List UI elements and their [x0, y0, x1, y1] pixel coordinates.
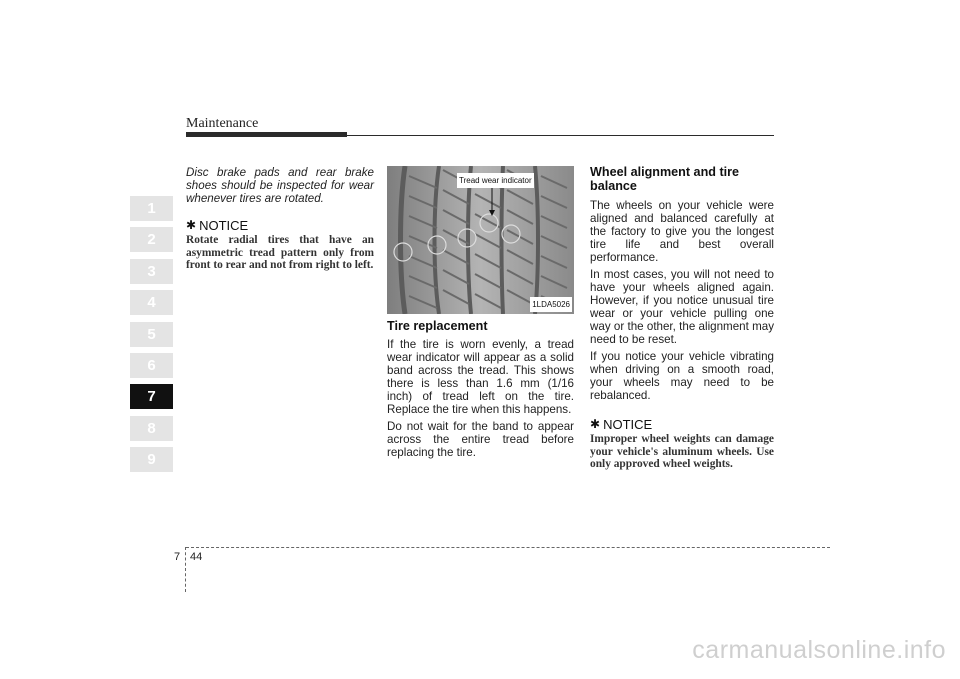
wheel-alignment-paragraph-2: In most cases, you will not need to have your wheels aligned again. However, if you notice unusual tire wear or your vehicle pulling one way or the other, the alignment may need to be reset. — [590, 268, 774, 346]
tire-tread-figure — [387, 166, 574, 314]
tire-replacement-heading: Tire replacement — [387, 319, 488, 333]
tire-replacement-paragraph-1: If the tire is worn evenly, a tread wear indicator will appear as a solid band across the tread. This shows there is less than 1.6 mm (1/16 inch) of tread left on the tire. Replace the tire when this happens. — [387, 337, 574, 416]
notice-wheel-weights-text: Improper wheel weights can damage your vehicle's aluminum wheels. Use only approved wheel weights. — [590, 433, 774, 471]
chapter-tab-6[interactable]: 6 — [130, 353, 173, 378]
chapter-tab-7[interactable]: 7 — [130, 384, 173, 409]
tread-wear-indicator-callout: Tread wear indicator — [457, 173, 534, 188]
tire-replacement-paragraph-2: Do not wait for the band to appear across the entire tread before replacing the tire. — [387, 419, 574, 459]
column-left — [186, 166, 374, 272]
chapter-tab-2[interactable]: 2 — [130, 227, 173, 252]
notice-heading — [186, 219, 374, 232]
column-middle — [387, 166, 574, 459]
chapter-tab-8[interactable]: 8 — [130, 416, 173, 441]
header-rule — [347, 135, 774, 137]
footer-vertical-rule — [185, 547, 186, 592]
header-bar-dark — [186, 132, 347, 137]
footer-chapter-number: 7 — [174, 551, 181, 563]
tire-tread-illustration — [387, 166, 574, 314]
page-header-title: Maintenance — [186, 116, 259, 131]
chapter-tab-5[interactable]: 5 — [130, 322, 173, 347]
notice-label: NOTICE — [199, 218, 249, 233]
wheel-notice-heading — [590, 418, 774, 431]
column-right — [590, 166, 774, 471]
notice-rotation-text: Rotate radial tires that have an asymmetric tread pattern only from front to rear and not from right to left. — [186, 234, 374, 272]
wheel-alignment-paragraph-1: The wheels on your vehicle were aligned and balanced carefully at the factory to give you the longest tire life and best overall performance. — [590, 199, 774, 264]
chapter-tab-9[interactable]: 9 — [130, 447, 173, 472]
watermark: carmanualsonline.info — [692, 636, 946, 664]
chapter-tab-4[interactable]: 4 — [130, 290, 173, 315]
wheel-alignment-paragraph-3: If you notice your vehicle vibrating when driving on a smooth road, your wheels may need to be rebalanced. — [590, 350, 774, 402]
notice-star-icon: ✱ — [590, 417, 601, 431]
footer-rule — [186, 547, 830, 548]
figure-code: 1LDA5026 — [530, 297, 572, 312]
notice-label: NOTICE — [603, 417, 653, 432]
wheel-alignment-heading: Wheel alignment and tire balance — [590, 165, 740, 193]
brake-inspection-note: Disc brake pads and rear brake shoes should be inspected for wear whenever tires are rotated. — [186, 166, 374, 205]
chapter-tab-1[interactable]: 1 — [130, 196, 173, 221]
chapter-tab-3[interactable]: 3 — [130, 259, 173, 284]
chapter-tabs — [130, 196, 173, 479]
footer-page-number: 44 — [190, 551, 203, 563]
notice-star-icon: ✱ — [186, 218, 197, 232]
